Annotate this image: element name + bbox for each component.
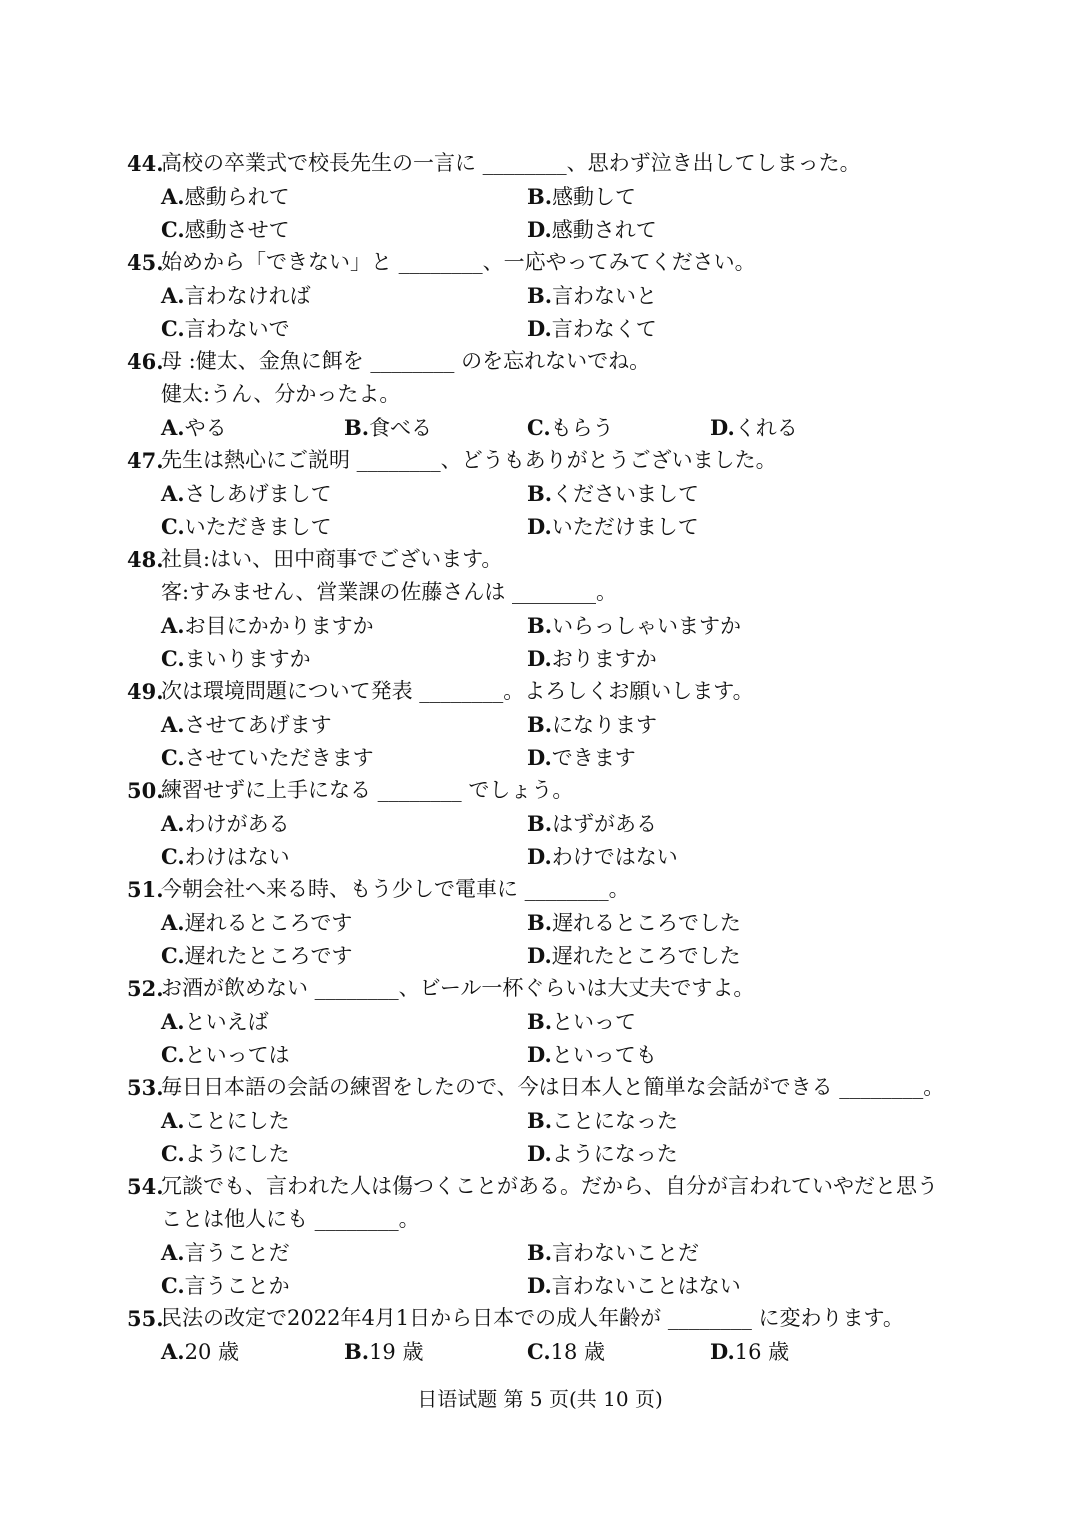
question-item bbox=[127, 873, 960, 972]
option-letter: D. bbox=[710, 415, 735, 440]
question-item bbox=[127, 675, 960, 774]
option-text: 言うことだ bbox=[184, 1241, 290, 1265]
answer-options bbox=[127, 180, 960, 246]
question-stem bbox=[127, 675, 960, 708]
option-letter: C. bbox=[161, 1273, 185, 1298]
answer-option bbox=[527, 1269, 893, 1302]
option-text: いただけまして bbox=[551, 515, 699, 539]
option-letter: B. bbox=[344, 1339, 370, 1364]
answer-option bbox=[527, 411, 710, 444]
option-text: ようになった bbox=[551, 1142, 678, 1166]
answer-options bbox=[127, 1236, 960, 1302]
option-letter: A. bbox=[161, 184, 185, 209]
option-letter: B. bbox=[527, 811, 553, 836]
answer-option bbox=[161, 708, 527, 741]
option-text: 19 歳 bbox=[369, 1340, 424, 1364]
question-number: 45. bbox=[127, 250, 164, 275]
question-item bbox=[127, 345, 960, 444]
answer-option bbox=[161, 1005, 527, 1038]
question-number: 47. bbox=[127, 448, 164, 473]
question-text-continued: 健太:うん、分かったよ。 bbox=[161, 382, 401, 406]
answer-option bbox=[161, 1104, 527, 1137]
question-text-continued: ことは他人にも ________。 bbox=[161, 1207, 420, 1231]
answer-option bbox=[527, 1335, 710, 1368]
answer-options bbox=[127, 807, 960, 873]
option-letter: D. bbox=[527, 316, 552, 341]
option-letter: C. bbox=[161, 943, 185, 968]
question-item bbox=[127, 1170, 960, 1302]
option-letter: B. bbox=[527, 184, 553, 209]
question-number: 51. bbox=[127, 877, 164, 902]
option-text: やる bbox=[184, 416, 227, 440]
option-text: 言わないことだ bbox=[552, 1241, 700, 1265]
option-text: くれる bbox=[734, 416, 798, 440]
option-letter: C. bbox=[527, 1339, 551, 1364]
option-letter: B. bbox=[527, 283, 553, 308]
option-text: といえば bbox=[184, 1010, 269, 1034]
answer-option bbox=[161, 1236, 527, 1269]
answer-option bbox=[710, 1335, 893, 1368]
answer-options bbox=[127, 279, 960, 345]
option-text: 20 歳 bbox=[184, 1340, 240, 1364]
question-number: 54. bbox=[127, 1174, 164, 1199]
answer-options bbox=[127, 411, 960, 444]
option-letter: D. bbox=[527, 1273, 552, 1298]
option-letter: D. bbox=[527, 217, 552, 242]
option-letter: B. bbox=[527, 712, 553, 737]
option-text: 遅れたところです bbox=[184, 944, 353, 968]
option-letter: D. bbox=[527, 646, 552, 671]
answer-option bbox=[161, 213, 527, 246]
answer-options bbox=[127, 609, 960, 675]
question-text: 練習せずに上手になる ________ でしょう。 bbox=[161, 778, 574, 802]
option-letter: C. bbox=[161, 217, 185, 242]
answer-option bbox=[161, 609, 527, 642]
option-text: といっては bbox=[184, 1043, 290, 1067]
question-number: 55. bbox=[127, 1306, 164, 1331]
question-text: 先生は熱心にご説明 ________、どうもありがとうございました。 bbox=[161, 448, 777, 472]
answer-option bbox=[161, 1269, 527, 1302]
question-number: 50. bbox=[127, 778, 164, 803]
question-number: 46. bbox=[127, 349, 164, 374]
option-text: くださいまして bbox=[552, 482, 700, 506]
option-text: 言わないことはない bbox=[551, 1274, 741, 1298]
question-text-continued: 客:すみません、営業課の佐藤さんは ________。 bbox=[161, 580, 618, 604]
question-text: 毎日日本語の会話の練習をしたので、今は日本人と簡単な会話ができる ________。 bbox=[161, 1075, 945, 1099]
option-text: もらう bbox=[550, 416, 614, 440]
option-text: 言わないと bbox=[552, 284, 658, 308]
question-item bbox=[127, 147, 960, 246]
option-text: 遅れたところでした bbox=[551, 944, 741, 968]
answer-option bbox=[527, 609, 893, 642]
answer-option bbox=[527, 1038, 893, 1071]
option-letter: D. bbox=[710, 1339, 735, 1364]
answer-option bbox=[161, 312, 527, 345]
question-text: 冗談でも、言われた人は傷つくことがある。だから、自分が言われていやだと思う bbox=[161, 1174, 938, 1198]
answer-option bbox=[161, 180, 527, 213]
question-number: 44. bbox=[127, 151, 164, 176]
answer-option bbox=[527, 180, 893, 213]
option-letter: A. bbox=[161, 910, 185, 935]
option-text: 16 歳 bbox=[734, 1340, 790, 1364]
option-letter: A. bbox=[161, 481, 185, 506]
option-text: さしあげまして bbox=[184, 482, 332, 506]
option-text: 感動させて bbox=[184, 218, 290, 242]
answer-option bbox=[527, 939, 893, 972]
option-letter: A. bbox=[161, 1240, 185, 1265]
answer-option bbox=[527, 708, 893, 741]
question-text: お酒が飲めない ________、ビール一杯ぐらいは大丈夫ですよ。 bbox=[161, 976, 755, 1000]
option-letter: B. bbox=[527, 910, 553, 935]
option-letter: D. bbox=[527, 745, 552, 770]
option-letter: C. bbox=[161, 844, 185, 869]
option-text: ようにした bbox=[184, 1142, 290, 1166]
option-text: 遅れるところでした bbox=[552, 911, 741, 935]
answer-option bbox=[527, 213, 893, 246]
answer-option bbox=[161, 741, 527, 774]
option-letter: A. bbox=[161, 1339, 185, 1364]
option-text: 言わないで bbox=[184, 317, 290, 341]
answer-option bbox=[344, 1335, 527, 1368]
option-text: といっても bbox=[551, 1043, 657, 1067]
answer-option bbox=[161, 939, 527, 972]
answer-option bbox=[527, 312, 893, 345]
answer-option bbox=[161, 807, 527, 840]
option-letter: D. bbox=[527, 943, 552, 968]
option-letter: B. bbox=[527, 1240, 553, 1265]
answer-option bbox=[161, 411, 344, 444]
option-text: 感動られて bbox=[184, 185, 290, 209]
option-letter: A. bbox=[161, 283, 185, 308]
option-text: おりますか bbox=[551, 647, 657, 671]
answer-option bbox=[527, 807, 893, 840]
option-text: いただきまして bbox=[184, 515, 332, 539]
option-letter: B. bbox=[527, 613, 553, 638]
answer-option bbox=[527, 1236, 893, 1269]
question-stem bbox=[127, 774, 960, 807]
question-number: 52. bbox=[127, 976, 164, 1001]
question-stem bbox=[127, 1302, 960, 1335]
option-letter: A. bbox=[161, 811, 185, 836]
option-text: まいりますか bbox=[184, 647, 311, 671]
question-stem bbox=[127, 246, 960, 279]
option-letter: A. bbox=[161, 415, 185, 440]
answer-option bbox=[527, 477, 893, 510]
answer-option bbox=[161, 1137, 527, 1170]
page-footer: 日语试题 第 5 页(共 10 页) bbox=[417, 1387, 663, 1411]
question-item bbox=[127, 972, 960, 1071]
question-item bbox=[127, 1302, 960, 1368]
option-letter: B. bbox=[527, 1108, 553, 1133]
option-text: 言わなければ bbox=[184, 284, 311, 308]
question-number: 53. bbox=[127, 1075, 164, 1100]
option-letter: C. bbox=[161, 1141, 185, 1166]
option-letter: A. bbox=[161, 1108, 185, 1133]
option-text: ことになった bbox=[552, 1109, 679, 1133]
answer-option bbox=[161, 279, 527, 312]
question-list bbox=[127, 147, 960, 1368]
option-letter: C. bbox=[161, 316, 185, 341]
question-stem bbox=[127, 147, 960, 180]
question-item bbox=[127, 1071, 960, 1170]
option-text: になります bbox=[552, 713, 658, 737]
option-text: 感動されて bbox=[551, 218, 657, 242]
question-text: 母 :健太、金魚に餌を ________ のを忘れないでね。 bbox=[161, 349, 651, 373]
option-text: 言わなくて bbox=[551, 317, 657, 341]
answer-option bbox=[527, 1005, 893, 1038]
option-text: 食べる bbox=[369, 416, 433, 440]
option-text: させていただきます bbox=[184, 746, 374, 770]
question-text: 次は環境問題について発表 ________。よろしくお願いします。 bbox=[161, 679, 754, 703]
question-text: 今朝会社へ来る時、もう少しで電車に ________。 bbox=[161, 877, 630, 901]
question-text: 民法の改定で2022年4月1日から日本での成人年齢が ________ に変わります。 bbox=[161, 1306, 904, 1330]
option-text: といって bbox=[552, 1010, 637, 1034]
option-letter: A. bbox=[161, 1009, 185, 1034]
option-letter: D. bbox=[527, 514, 552, 539]
answer-option bbox=[344, 411, 527, 444]
question-text: 始めから「できない」と ________、一応やってみてください。 bbox=[161, 250, 756, 274]
option-letter: C. bbox=[527, 415, 551, 440]
answer-option bbox=[710, 411, 893, 444]
option-text: いらっしゃいますか bbox=[552, 614, 742, 638]
option-letter: C. bbox=[161, 1042, 185, 1067]
option-letter: D. bbox=[527, 1141, 552, 1166]
option-text: はずがある bbox=[552, 812, 658, 836]
answer-option bbox=[527, 741, 893, 774]
option-letter: B. bbox=[344, 415, 370, 440]
option-letter: A. bbox=[161, 712, 185, 737]
option-letter: C. bbox=[161, 514, 185, 539]
answer-option bbox=[161, 1038, 527, 1071]
answer-option bbox=[161, 906, 527, 939]
question-item bbox=[127, 444, 960, 543]
option-text: できます bbox=[551, 746, 636, 770]
answer-options bbox=[127, 1335, 960, 1368]
answer-option bbox=[161, 510, 527, 543]
option-letter: A. bbox=[161, 613, 185, 638]
option-text: わけではない bbox=[551, 845, 678, 869]
answer-option bbox=[161, 840, 527, 873]
question-text: 高校の卒業式で校長先生の一言に ________、思わず泣き出してしまった。 bbox=[161, 151, 861, 175]
option-text: ことにした bbox=[184, 1109, 290, 1133]
option-text: 遅れるところです bbox=[184, 911, 353, 935]
answer-options bbox=[127, 477, 960, 543]
option-text: 言うことか bbox=[184, 1274, 290, 1298]
answer-option bbox=[527, 279, 893, 312]
question-text: 社員:はい、田中商事でございます。 bbox=[161, 547, 503, 571]
question-stem bbox=[127, 972, 960, 1005]
question-item bbox=[127, 543, 960, 675]
answer-option bbox=[527, 1104, 893, 1137]
option-letter: B. bbox=[527, 1009, 553, 1034]
question-number: 49. bbox=[127, 679, 164, 704]
option-letter: D. bbox=[527, 1042, 552, 1067]
question-stem bbox=[127, 873, 960, 906]
option-text: 感動して bbox=[552, 185, 637, 209]
option-text: わけがある bbox=[184, 812, 290, 836]
option-letter: C. bbox=[161, 745, 185, 770]
question-stem bbox=[127, 1170, 960, 1203]
option-text: わけはない bbox=[184, 845, 290, 869]
answer-option bbox=[527, 1137, 893, 1170]
answer-option bbox=[527, 840, 893, 873]
question-stem bbox=[127, 345, 960, 378]
option-letter: B. bbox=[527, 481, 553, 506]
question-stem bbox=[127, 543, 960, 576]
question-stem bbox=[127, 444, 960, 477]
option-text: お目にかかりますか bbox=[184, 614, 374, 638]
option-text: させてあげます bbox=[184, 713, 332, 737]
answer-option bbox=[161, 642, 527, 675]
answer-options bbox=[127, 1104, 960, 1170]
answer-option bbox=[161, 477, 527, 510]
question-item bbox=[127, 246, 960, 345]
answer-options bbox=[127, 906, 960, 972]
question-stem bbox=[127, 1071, 960, 1104]
question-number: 48. bbox=[127, 547, 164, 572]
answer-option bbox=[527, 642, 893, 675]
answer-option bbox=[527, 510, 893, 543]
answer-option bbox=[161, 1335, 344, 1368]
option-letter: D. bbox=[527, 844, 552, 869]
question-item bbox=[127, 774, 960, 873]
answer-options bbox=[127, 708, 960, 774]
answer-options bbox=[127, 1005, 960, 1071]
option-letter: C. bbox=[161, 646, 185, 671]
option-text: 18 歳 bbox=[550, 1340, 606, 1364]
answer-option bbox=[527, 906, 893, 939]
